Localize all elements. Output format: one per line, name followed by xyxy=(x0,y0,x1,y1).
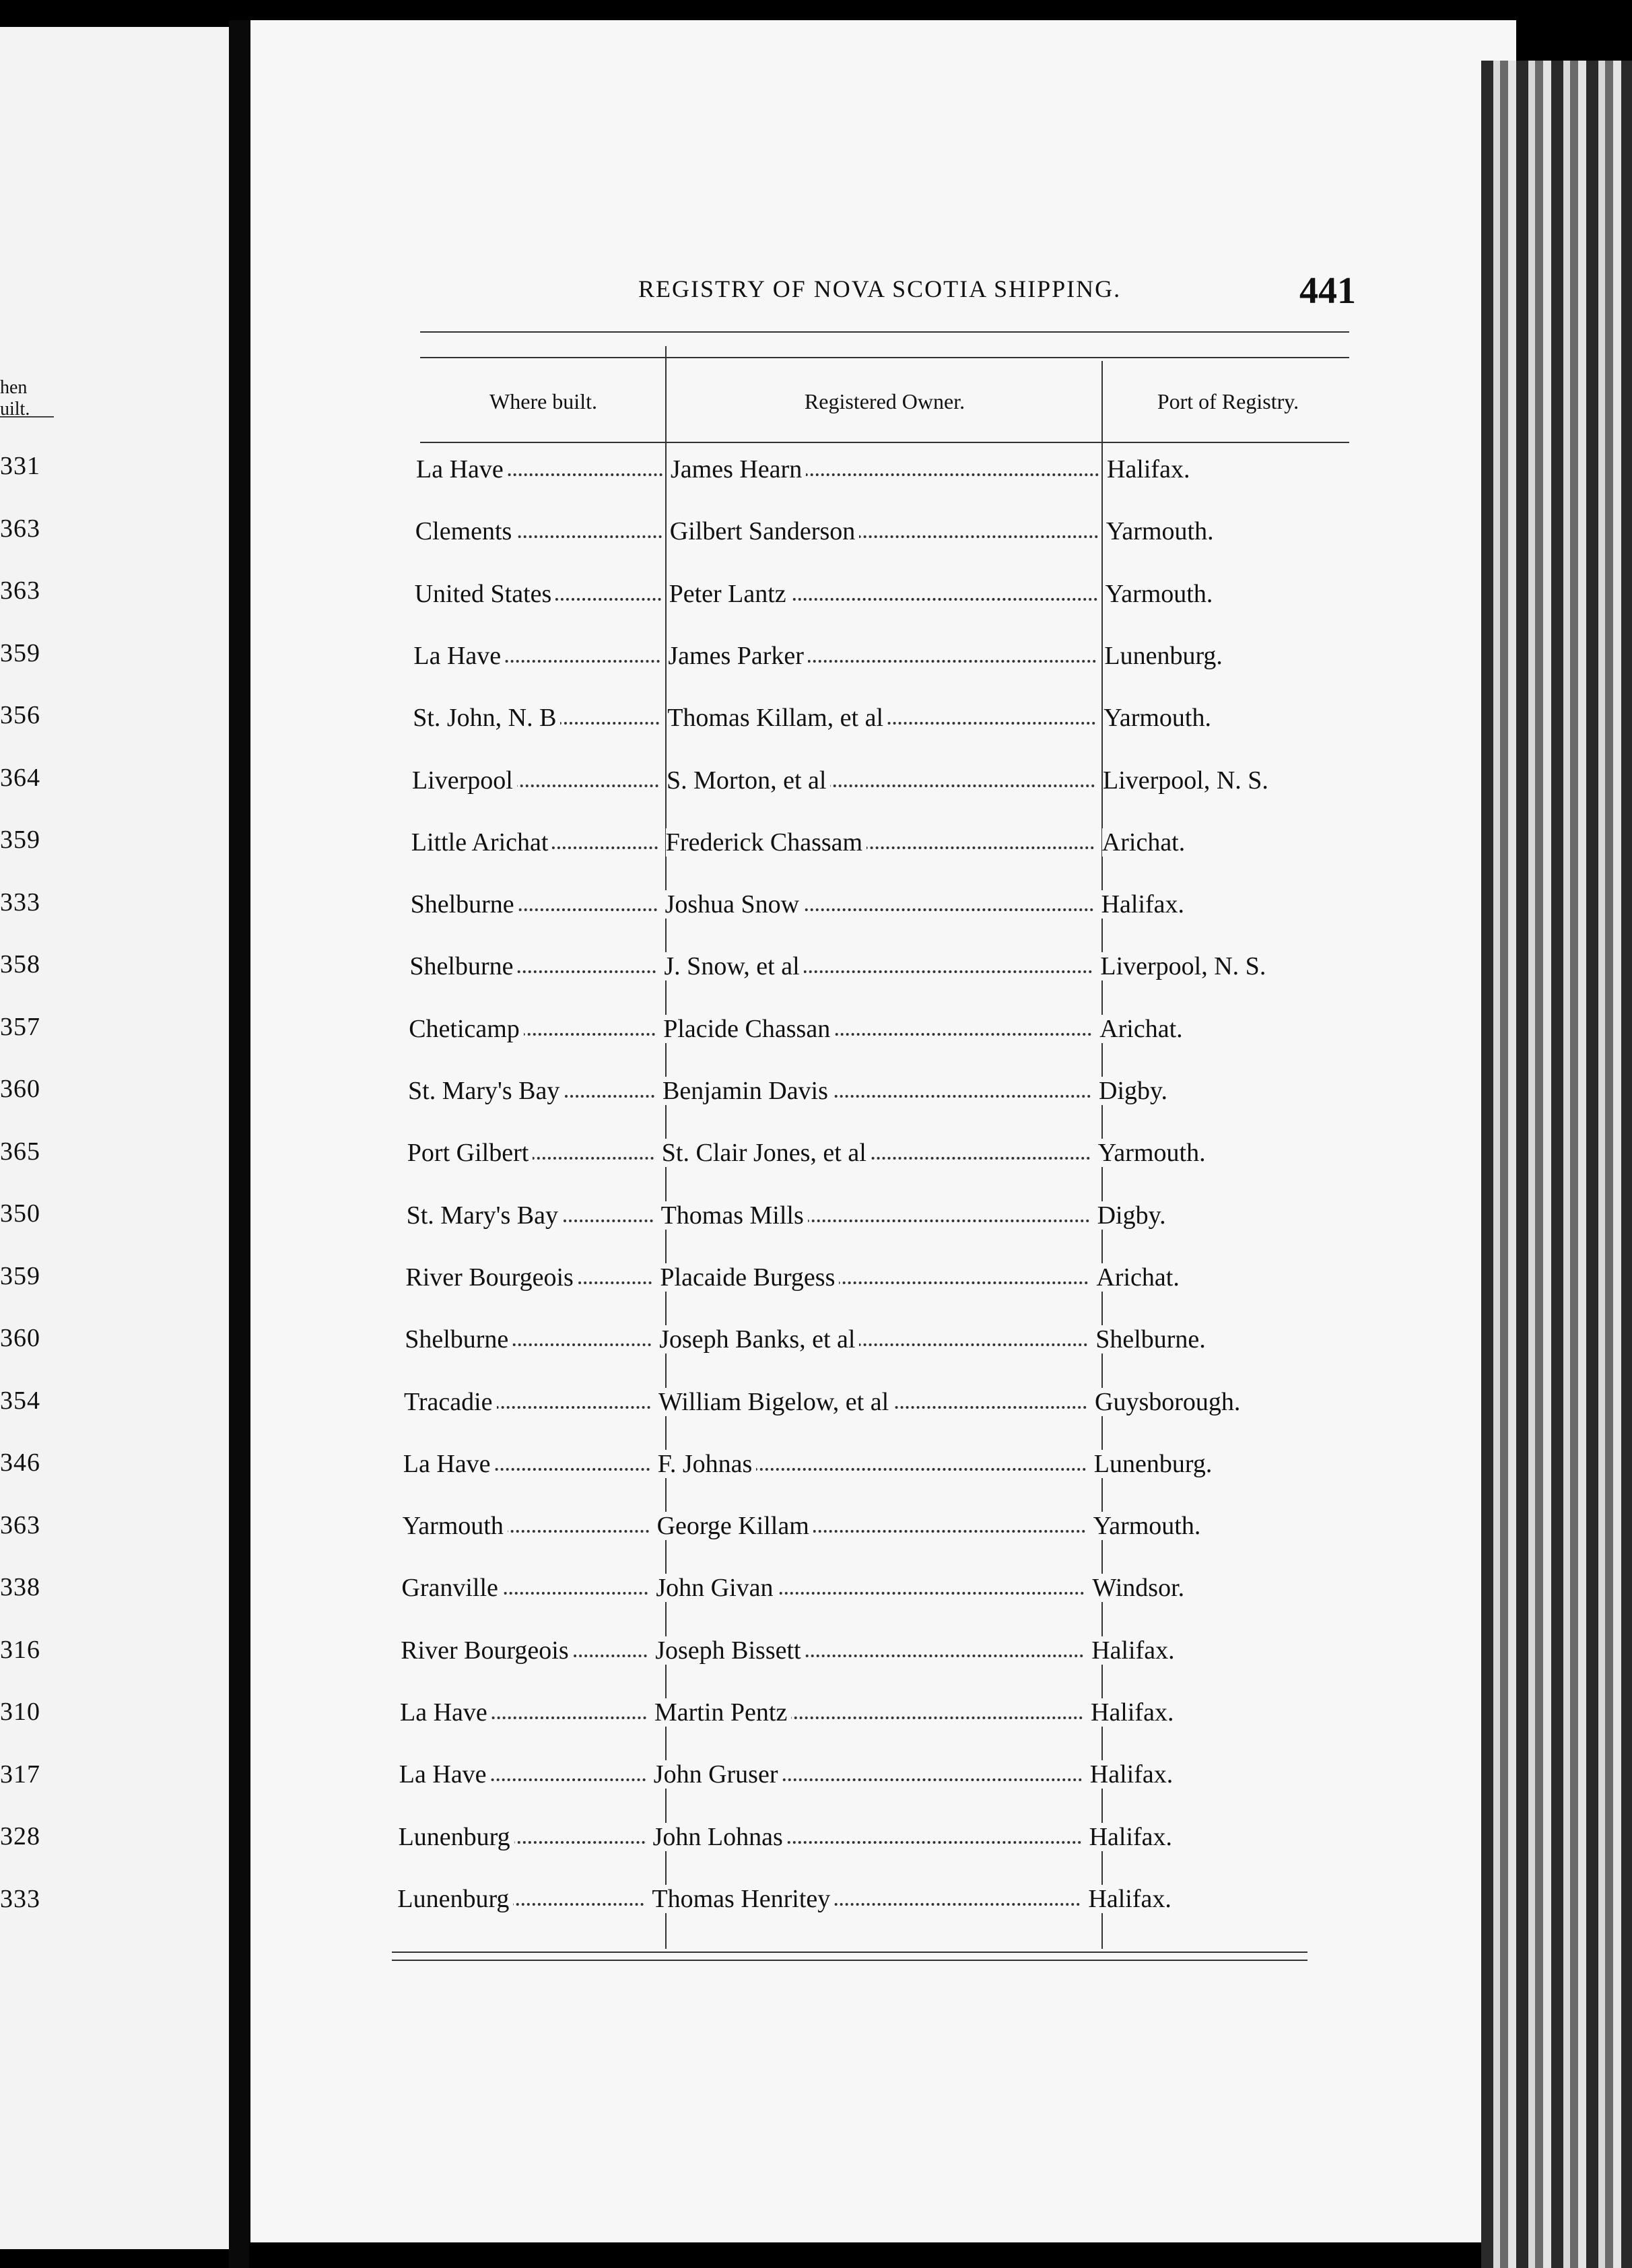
cell-text-port: Yarmouth. xyxy=(1106,580,1217,608)
table-row xyxy=(250,703,1395,743)
cell-text-port: Arichat. xyxy=(1096,1263,1183,1292)
cell-text-where: St. Mary's Bay xyxy=(407,1201,562,1230)
cell-where xyxy=(413,703,659,733)
cell-text-owner: Benjamin Davis xyxy=(662,1077,832,1105)
table-row xyxy=(250,1822,1395,1863)
cell-port xyxy=(1100,952,1342,981)
cell-text-port: Halifax. xyxy=(1101,890,1188,919)
table-row xyxy=(250,579,1395,620)
left-year: 333 xyxy=(0,1884,40,1913)
left-year: 316 xyxy=(0,1635,40,1664)
column-header-registered-owner: Registered Owner. xyxy=(804,389,965,413)
cell-text-owner: Joshua Snow xyxy=(665,890,804,919)
cell-text-owner: Joseph Banks, et al xyxy=(659,1325,859,1354)
cell-where xyxy=(415,579,661,609)
cell-owner xyxy=(669,579,1097,609)
cell-where xyxy=(399,1822,645,1852)
cell-text-owner: John Gruser xyxy=(654,1760,782,1789)
running-title: REGISTRY OF NOVA SCOTIA SHIPPING. xyxy=(638,275,1122,302)
cell-where xyxy=(403,1511,649,1541)
cell-text-owner: Peter Lantz xyxy=(669,580,790,608)
cell-owner xyxy=(666,828,1094,857)
table-row xyxy=(250,1698,1395,1738)
cell-text-where: La Have xyxy=(416,455,508,483)
cell-text-owner: Thomas Mills xyxy=(661,1201,808,1230)
cell-text-where: Little Arichat xyxy=(411,828,553,857)
cell-owner xyxy=(662,1076,1091,1106)
left-year: 328 xyxy=(0,1822,40,1850)
cell-where xyxy=(408,1076,654,1106)
cell-where xyxy=(397,1884,644,1914)
cell-where xyxy=(404,1387,650,1417)
column-header-port-of-registry: Port of Registry. xyxy=(1157,389,1299,413)
cell-port xyxy=(1090,1760,1332,1789)
left-header-line2: uilt. xyxy=(0,399,30,420)
left-year: 359 xyxy=(0,638,40,667)
left-year: 333 xyxy=(0,888,40,916)
cell-port xyxy=(1091,1698,1333,1727)
cell-port xyxy=(1097,1201,1340,1230)
cell-owner xyxy=(661,1201,1089,1230)
table-row xyxy=(250,1263,1395,1303)
cell-where xyxy=(407,1201,653,1230)
cell-text-owner: James Parker xyxy=(668,642,808,670)
cell-text-port: Lunenburg. xyxy=(1104,642,1227,670)
table-row xyxy=(250,1449,1395,1490)
left-year: 357 xyxy=(0,1012,40,1041)
cell-port xyxy=(1095,1325,1338,1354)
cell-port xyxy=(1098,1138,1340,1168)
left-year: 364 xyxy=(0,763,40,792)
cell-where xyxy=(399,1760,646,1789)
cell-port xyxy=(1091,1636,1334,1665)
cell-text-port: Windsor. xyxy=(1092,1574,1188,1602)
cell-text-port: Lunenburg. xyxy=(1094,1450,1217,1478)
page-number: 441 xyxy=(1299,270,1356,312)
left-year: 338 xyxy=(0,1573,40,1601)
table-row xyxy=(250,1138,1395,1178)
cell-owner xyxy=(668,641,1096,671)
cell-owner xyxy=(662,1138,1090,1168)
table-row xyxy=(250,1884,1395,1925)
cell-port xyxy=(1102,828,1345,857)
cell-where xyxy=(409,1014,655,1044)
cell-port xyxy=(1101,890,1344,919)
cell-text-port: Halifax. xyxy=(1090,1760,1177,1789)
table-row xyxy=(250,766,1395,806)
cell-text-port: Yarmouth. xyxy=(1098,1139,1210,1167)
cell-owner xyxy=(667,766,1095,795)
cell-text-owner: John Givan xyxy=(656,1574,777,1602)
cell-owner xyxy=(656,1573,1084,1603)
cell-text-port: Yarmouth. xyxy=(1103,704,1215,732)
cell-where xyxy=(401,1636,647,1665)
cell-where xyxy=(400,1698,646,1727)
cell-text-port: Shelburne. xyxy=(1095,1325,1210,1354)
left-year: 363 xyxy=(0,1510,40,1539)
cell-owner xyxy=(667,703,1095,733)
cell-text-port: Halifax. xyxy=(1088,1885,1175,1913)
left-year: 360 xyxy=(0,1324,40,1352)
table-row xyxy=(250,641,1395,681)
table-row xyxy=(250,1760,1395,1800)
table-row xyxy=(250,952,1395,992)
cell-owner xyxy=(659,1325,1087,1354)
cell-port xyxy=(1099,1076,1341,1106)
cell-text-owner: St. Clair Jones, et al xyxy=(662,1139,871,1167)
cell-where xyxy=(407,1138,654,1168)
cell-text-where: La Have xyxy=(400,1698,491,1727)
cell-text-where: St. John, N. B xyxy=(413,704,560,732)
left-year: 354 xyxy=(0,1386,40,1415)
cell-text-port: Halifax. xyxy=(1089,1823,1176,1851)
page-edges xyxy=(1481,61,1632,2268)
cell-owner xyxy=(653,1822,1081,1852)
table-row xyxy=(250,1014,1395,1055)
book-spine xyxy=(229,20,249,2268)
cell-text-owner: Thomas Henritey xyxy=(652,1885,834,1913)
left-year: 346 xyxy=(0,1448,40,1477)
left-page-fragment xyxy=(0,27,229,2249)
cell-text-port: Liverpool, N. S. xyxy=(1103,766,1272,795)
cell-where xyxy=(403,1449,650,1479)
cell-text-owner: F. Johnas xyxy=(658,1450,757,1478)
cell-where xyxy=(413,641,660,671)
cell-text-port: Halifax. xyxy=(1091,1698,1178,1727)
left-year: 360 xyxy=(0,1075,40,1103)
cell-where xyxy=(409,952,656,981)
cell-port xyxy=(1107,455,1349,484)
left-column-header xyxy=(0,377,54,420)
cell-text-port: Arichat. xyxy=(1099,1015,1186,1043)
cell-text-port: Yarmouth. xyxy=(1106,517,1218,545)
table-row xyxy=(250,1325,1395,1365)
cell-text-owner: Thomas Killam, et al xyxy=(667,704,887,732)
left-year: 331 xyxy=(0,452,40,480)
cell-owner xyxy=(654,1760,1082,1789)
left-year: 363 xyxy=(0,514,40,543)
cell-text-owner: William Bigelow, et al xyxy=(658,1388,893,1416)
cell-port xyxy=(1106,516,1349,546)
cell-where xyxy=(415,516,662,546)
cell-text-owner: Frederick Chassam xyxy=(666,828,866,857)
table-row xyxy=(250,1201,1395,1241)
left-year: 356 xyxy=(0,701,40,729)
cell-owner xyxy=(664,952,1092,981)
table-bottom-rule-inner xyxy=(392,1960,1307,1961)
table-top-rule-inner xyxy=(420,357,1349,358)
left-header-rule xyxy=(0,416,54,418)
cell-text-owner: Martin Pentz xyxy=(654,1698,791,1727)
cell-where xyxy=(405,1325,651,1354)
cell-owner xyxy=(663,1014,1091,1044)
table-row xyxy=(250,1636,1395,1676)
cell-port xyxy=(1103,703,1346,733)
cell-text-where: United States xyxy=(415,580,556,608)
cell-owner xyxy=(665,890,1093,919)
cell-where xyxy=(416,455,662,484)
cell-text-port: Liverpool, N. S. xyxy=(1100,952,1270,980)
cell-text-owner: J. Snow, et al xyxy=(664,952,803,980)
cell-where xyxy=(411,828,658,857)
cell-text-owner: S. Morton, et al xyxy=(667,766,830,795)
cell-port xyxy=(1103,766,1345,795)
table-bottom-rule xyxy=(392,1952,1307,1953)
left-year: 359 xyxy=(0,1261,40,1290)
cell-text-where: Liverpool xyxy=(412,766,517,795)
cell-text-port: Digby. xyxy=(1099,1077,1171,1105)
cell-where xyxy=(411,890,657,919)
cell-text-port: Digby. xyxy=(1097,1201,1170,1230)
cell-text-where: Port Gilbert xyxy=(407,1139,533,1167)
column-header-where-built: Where built. xyxy=(489,389,597,413)
table-top-rule xyxy=(420,331,1349,333)
page xyxy=(250,20,1516,2242)
cell-where xyxy=(401,1573,648,1603)
cell-text-where: Lunenburg xyxy=(397,1885,513,1913)
cell-where xyxy=(412,766,658,795)
cell-text-where: Yarmouth xyxy=(403,1512,508,1540)
cell-port xyxy=(1092,1573,1334,1603)
cell-text-owner: George Killam xyxy=(657,1512,813,1540)
cell-text-port: Halifax. xyxy=(1091,1636,1178,1665)
cell-owner xyxy=(658,1449,1086,1479)
cell-text-where: Tracadie xyxy=(404,1388,497,1416)
left-year: 363 xyxy=(0,576,40,605)
cell-text-where: Shelburne xyxy=(409,952,517,980)
cell-owner xyxy=(670,516,1098,546)
cell-port xyxy=(1106,579,1348,609)
table-header-rule xyxy=(420,442,1349,443)
cell-text-owner: Joseph Bissett xyxy=(655,1636,805,1665)
left-year: 310 xyxy=(0,1698,40,1726)
cell-text-where: Cheticamp xyxy=(409,1015,524,1043)
left-year: 350 xyxy=(0,1199,40,1228)
cell-text-port: Guysborough. xyxy=(1095,1388,1244,1416)
cell-text-where: Shelburne xyxy=(405,1325,512,1354)
table-row xyxy=(250,516,1395,557)
cell-port xyxy=(1104,641,1347,671)
table-row xyxy=(250,1573,1395,1613)
cell-port xyxy=(1094,1449,1336,1479)
left-year: 359 xyxy=(0,826,40,854)
cell-text-where: La Have xyxy=(399,1760,491,1789)
table-row xyxy=(250,1387,1395,1428)
cell-text-port: Arichat. xyxy=(1102,828,1189,857)
cell-text-port: Halifax. xyxy=(1107,455,1194,483)
left-year: 317 xyxy=(0,1760,40,1789)
cell-owner xyxy=(660,1263,1088,1292)
cell-text-where: River Bourgeois xyxy=(405,1263,577,1292)
cell-port xyxy=(1093,1511,1336,1541)
cell-text-where: Clements xyxy=(415,517,516,545)
cell-port xyxy=(1096,1263,1338,1292)
cell-text-where: Granville xyxy=(401,1574,502,1602)
cell-owner xyxy=(658,1387,1087,1417)
cell-text-owner: Gilbert Sanderson xyxy=(670,517,859,545)
cell-port xyxy=(1089,1822,1332,1852)
cell-port xyxy=(1095,1387,1337,1417)
cell-text-owner: Placaide Burgess xyxy=(660,1263,839,1292)
cell-text-owner: James Hearn xyxy=(671,455,806,483)
table-row xyxy=(250,1511,1395,1552)
cell-port xyxy=(1088,1884,1330,1914)
cell-text-where: La Have xyxy=(413,642,505,670)
cell-owner xyxy=(654,1698,1083,1727)
cell-owner xyxy=(671,455,1099,484)
cell-text-owner: Placide Chassan xyxy=(663,1015,834,1043)
left-year: 358 xyxy=(0,950,40,978)
cell-text-where: Shelburne xyxy=(411,890,518,919)
cell-text-port: Yarmouth. xyxy=(1093,1512,1205,1540)
cell-text-where: La Have xyxy=(403,1450,495,1478)
left-header-line1: hen xyxy=(0,377,28,398)
table-row xyxy=(250,455,1395,495)
cell-text-where: Lunenburg xyxy=(399,1823,514,1851)
cell-text-owner: John Lohnas xyxy=(653,1823,787,1851)
cell-owner xyxy=(655,1636,1083,1665)
cell-owner xyxy=(652,1884,1080,1914)
left-year: 365 xyxy=(0,1137,40,1166)
cell-where xyxy=(405,1263,652,1292)
cell-text-where: St. Mary's Bay xyxy=(408,1077,564,1105)
table-row xyxy=(250,1076,1395,1116)
table-row xyxy=(250,828,1395,868)
table-row xyxy=(250,890,1395,930)
cell-owner xyxy=(657,1511,1085,1541)
cell-text-where: River Bourgeois xyxy=(401,1636,572,1665)
cell-port xyxy=(1099,1014,1342,1044)
